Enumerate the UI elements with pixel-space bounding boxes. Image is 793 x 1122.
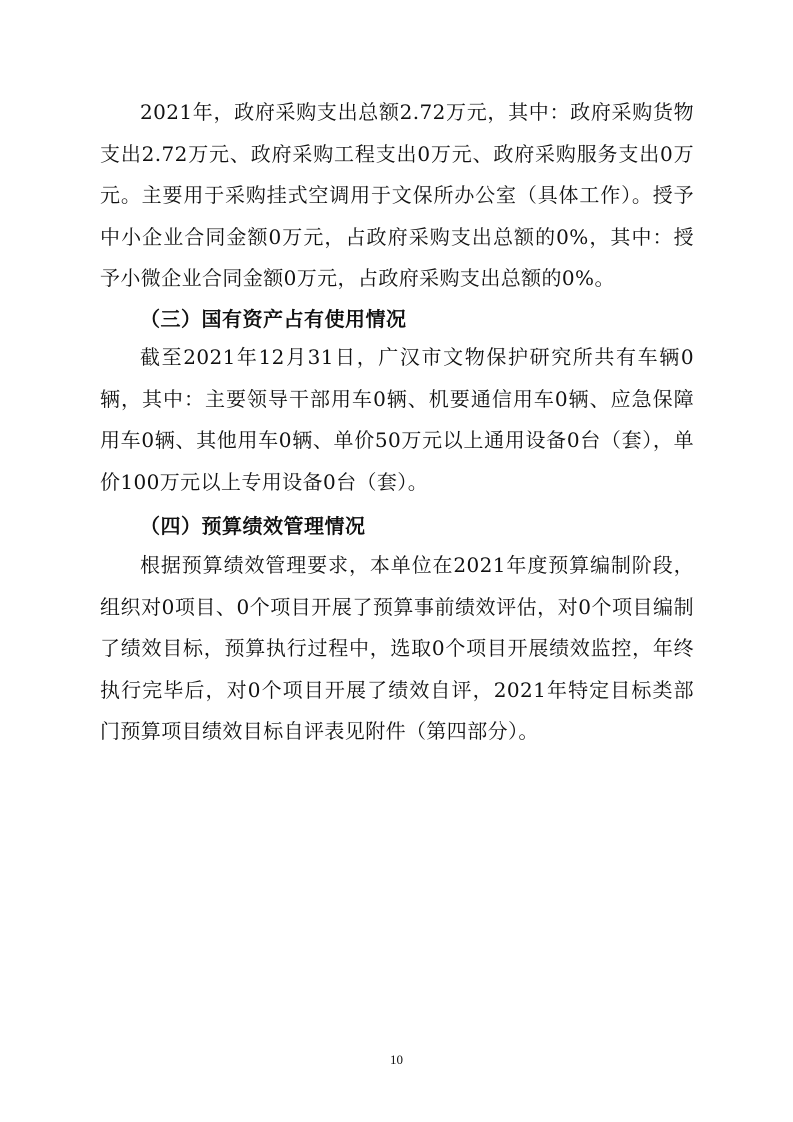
performance-paragraph: 根据预算绩效管理要求，本单位在2021年度预算编制阶段，组织对0项目、0个项目开展了预算事前绩效评估，对0个项目编制了绩效目标，预算执行过程中，选取0个项目开展绩效监控，年终执行完毕后，对0个项目开展了绩效自评，2021年特定目标类部门预算项目绩效目标自评表见附件（第四部分）。 [100, 553, 694, 743]
procurement-paragraph: 2021年，政府采购支出总额2.72万元，其中：政府采购货物支出2.72万元、政府采购工程支出0万元、政府采购服务支出0万元。主要用于采购挂式空调用于文保所办公室（具体工作）。授予中小企业合同金额0万元，占政府采购支出总额的0%，其中：授予小微企业合同金额0万元，占政府采购支出总额的0%。 [100, 100, 694, 290]
section-heading-performance: （四）预算绩效管理情况 [140, 514, 366, 538]
section-heading-assets: （三）国有资产占有使用情况 [140, 307, 407, 331]
assets-paragraph: 截至2021年12月31日，广汉市文物保护研究所共有车辆0辆，其中：主要领导干部用车0辆、机要通信用车0辆、应急保障用车0辆、其他用车0辆、单价50万元以上通用设备0台（套），单价100万元以上专用设备0台（套）。 [100, 345, 694, 494]
page-number: 10 [390, 1052, 403, 1067]
